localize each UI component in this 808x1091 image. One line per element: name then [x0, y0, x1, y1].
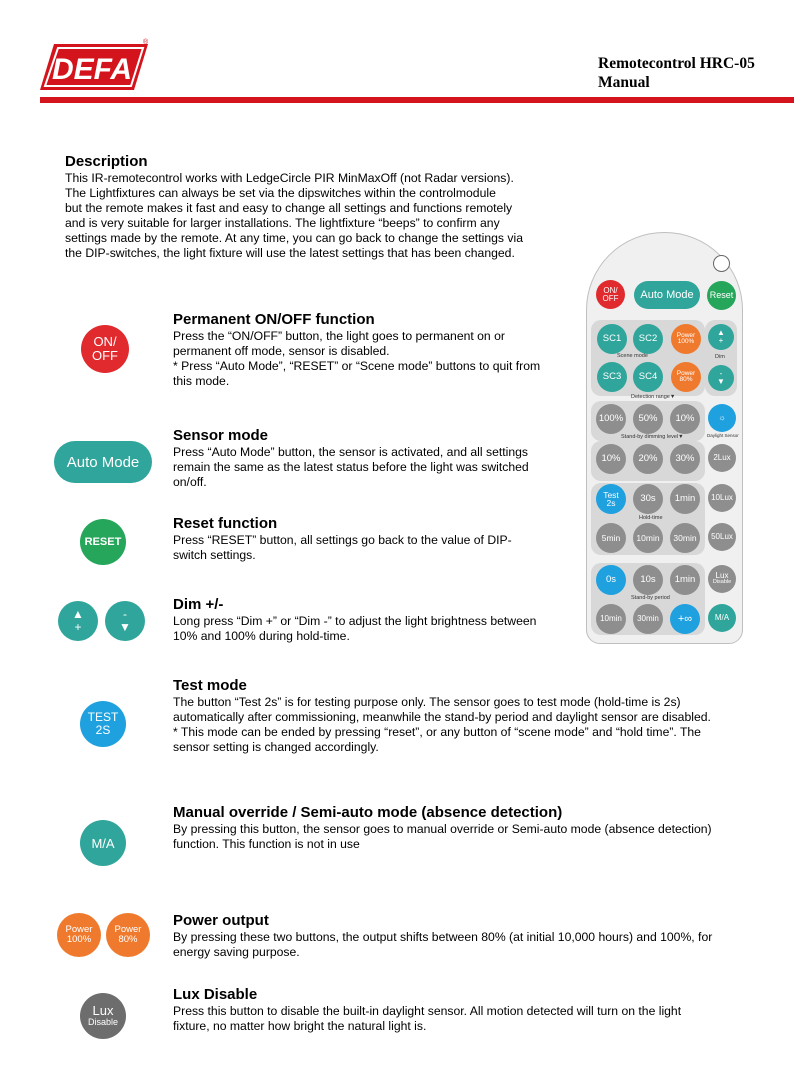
header-rule [40, 97, 794, 103]
reset-button-icon: RESET [80, 519, 126, 565]
remote-sc2-button: SC2 [633, 324, 663, 354]
reset-text: Press “RESET” button, all settings go back to the value of DIP- switch settings. [173, 533, 512, 562]
remote-power100-button: Power 100% [671, 324, 701, 354]
lux-text: Press this button to disable the built-in daylight sensor. All motion detected will turn on the light fixture, no matter how bright the natural light is. [173, 1004, 682, 1033]
remote-onoff-button: ON/ OFF [596, 280, 625, 309]
remote-30min-standby-button: 30min [633, 604, 663, 634]
sensor-text: Press “Auto Mode” button, the sensor is activated, and all settings remain the same as the latest status before the light was switched on/off. [173, 445, 529, 489]
ma-button-icon: M/A [80, 820, 126, 866]
dim-minus-icon: - ▼ [105, 601, 145, 641]
remote-0s-button: 0s [596, 565, 626, 595]
test-heading: Test mode [173, 677, 247, 694]
power-80-icon: Power 80% [106, 913, 150, 957]
test-button-icon: TEST 2S [80, 701, 126, 747]
on-off-button-icon: ON/ OFF [81, 325, 129, 373]
power-heading: Power output [173, 912, 269, 929]
remote-30s-button: 30s [633, 484, 663, 514]
remote-10lux-button: 10Lux [708, 484, 736, 512]
ir-sensor-window [713, 255, 730, 272]
document-title: Remotecontrol HRC-05 Manual [598, 55, 755, 91]
logo-text: DEFA [51, 53, 133, 86]
test-text: The button “Test 2s” is for testing purpose only. The sensor goes to test mode (hold-time is 2s) automatically after commissioning, meanwhile the stand-by period and daylight sensor are disabled. * This mode can be ended by pressing “reset”, or any button of “scene mode” and “hold time”. The sensor setting is changed accordingly. [173, 695, 711, 754]
remote-dim-30-button: 30% [670, 444, 700, 474]
remote-sc4-button: SC4 [633, 362, 663, 392]
power-text: By pressing these two buttons, the output shifts between 80% (at initial 10,000 hours) and 100%, for energy saving purpose. [173, 930, 713, 959]
dim-plus-icon: ▲ + [58, 601, 98, 641]
detection-range-label: Detection range▼ [631, 394, 676, 400]
remote-auto-mode-button: Auto Mode [634, 281, 700, 309]
auto-mode-button-icon: Auto Mode [54, 441, 152, 483]
remote-1min-standby-button: 1min [670, 565, 700, 595]
description-text: This IR-remotecontrol works with LedgeCircle PIR MinMaxOff (not Radar versions). The Lightfixtures can always be set via the dipswitches within the controlmodule but the remote makes it fast and easy to change all settings and functions remotely and is very suitable for larger installations. The lightfixture “beeps” to confirm any settings made by the remote. At any time, you can go back to change the settings via the DIP-switches, the light fixture will use the latest settings that has been changed. [65, 171, 523, 260]
remote-2lux-button: 2Lux [708, 444, 736, 472]
lux-disable-icon: Lux Disable [80, 993, 126, 1039]
remote-1min-hold-button: 1min [670, 484, 700, 514]
dim-heading: Dim +/- [173, 596, 224, 613]
remote-sc3-button: SC3 [597, 362, 627, 392]
remote-lux-disable-button: Lux Disable [708, 565, 736, 593]
power-100-icon: Power 100% [57, 913, 101, 957]
remote-infinity-button: +∞ [670, 604, 700, 634]
remote-10min-hold-button: 10min [633, 523, 663, 553]
manual-heading: Manual override / Semi-auto mode (absence detection) [173, 804, 563, 821]
remote-ma-button: M/A [708, 604, 736, 632]
remote-dim-20-button: 20% [633, 444, 663, 474]
description-heading: Description [65, 153, 148, 170]
scene-mode-label: Scene mode [617, 353, 648, 359]
remote-10s-button: 10s [633, 565, 663, 595]
hold-time-label: Hold-time [639, 515, 663, 521]
lux-heading: Lux Disable [173, 986, 258, 1003]
daylight-sensor-label: Daylight Sensor [707, 433, 739, 438]
daylight-sensor-icon: ☼ [708, 404, 736, 432]
standby-period-label: Stand-by period [631, 595, 670, 601]
dim-text: Long press “Dim +” or “Dim -” to adjust the light brightness between 10% and 100% during hold-time. [173, 614, 537, 643]
remote-test-button: Test 2s [596, 484, 626, 514]
remote-control-illustration [586, 232, 743, 644]
onoff-text: Press the “ON/OFF” button, the light goes to permanent on or permanent off mode, sensor is disabled. * Press “Auto Mode”, “RESET” or “Scene mode” buttons to quit from this mode. [173, 329, 541, 388]
remote-10min-standby-button: 10min [596, 604, 626, 634]
dimming-level-label: Stand-by dimming level▼ [621, 434, 684, 440]
svg-text:®: ® [143, 39, 149, 46]
remote-30min-hold-button: 30min [670, 523, 700, 553]
sensor-heading: Sensor mode [173, 427, 269, 444]
dim-label: Dim [715, 354, 725, 360]
reset-heading: Reset function [173, 515, 278, 532]
remote-reset-button: Reset [707, 281, 736, 310]
remote-range-100-button: 100% [596, 404, 626, 434]
onoff-heading: Permanent ON/OFF function [173, 311, 375, 328]
remote-range-50-button: 50% [633, 404, 663, 434]
manual-text: By pressing this button, the sensor goes to manual override or Semi-auto mode (absence detection) function. This function is not in use [173, 822, 712, 851]
remote-dim-plus-button: ▲ + [708, 324, 734, 350]
remote-range-10-button: 10% [670, 404, 700, 434]
defa-logo [40, 38, 150, 94]
remote-power80-button: Power 80% [671, 362, 701, 392]
remote-sc1-button: SC1 [597, 324, 627, 354]
remote-50lux-button: 50Lux [708, 523, 736, 551]
remote-dim-10-button: 10% [596, 444, 626, 474]
remote-5min-button: 5min [596, 523, 626, 553]
remote-dim-minus-button: - ▼ [708, 365, 734, 391]
